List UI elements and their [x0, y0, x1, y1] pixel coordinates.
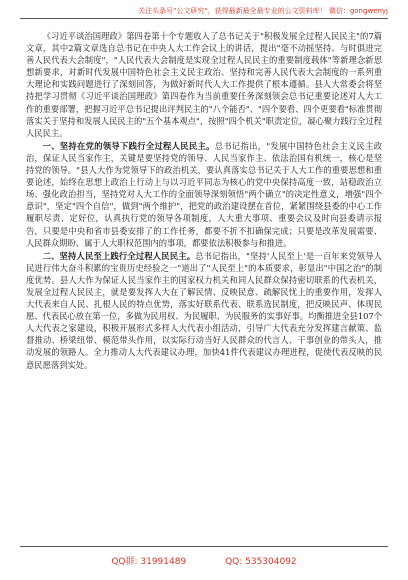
section-2-heading: 二、坚持人民至上践行全过程人民民主。	[42, 250, 196, 261]
section-2-body: 总书记指出，"坚持'人民至上'是一百年来党领导人民进行伟大奋斗积累的宝贵历史经验之一"道出了"人民至上"的本质要求，彰显出"中国之治"的制度优势。县人大作为保证人民当家作主的国家权力机关和同人民群众保持密切联系的代表机关，发展全过程人民民主，就是要发挥人大在了解民情、反映民意、疏解民忧上的重要作用，发挥人大代表来自人民、扎根人民的特点优势，落实好联系代表、联系选民制度，把反映民声、体现民愿、代表民心放在第一位，多做为民用权、为民履职、为民服务的实事好事。均衡推进全县107个人大代表之家建设，积极开展形式多样人大代表小组活动，引导广大代表充分发挥建言献策、监督推动、桥梁纽带、模范带头作用，以实际行动当好人民群众的代言人、干事创业的带头人，推动发展的领路人。全力推动人大代表建议办理，加快41件代表建议办理进程，促使代表反映的民意民愿落到实处。	[26, 250, 383, 370]
page-footer	[0, 554, 408, 567]
intro-paragraph: 《习近平谈治国理政》第四卷第十个专题收入了总书记关于"积极发展全过程人民民主"的7篇文章，其中2篇文章选自总书记在中央人大工作会议上的讲话，提出"毫不动摇坚持、与时俱进完善人民代表大会制度"，"人民代表大会制度是实现全过程人民民主的重要制度载体"等新理念新思想新要求，对新时代发展中国特色社会主义民主政治、坚持和完善人民代表大会制度的一系列重大理论和实践问题进行了深刻回答，为做好新时代人大工作提供了根本遵循。县人大常委会将坚持把学习贯彻《习近平谈治国理政》第四卷作为当前重要任务深刻领会总书记重要论述对人大工作的重要部署，把握习近平总书记提出评判民主的"八个能否"、"四个要看、四个更要看"标准贯彻落实关于坚持和发展人民民主的"五个基本观点"，按照"四个机关"职责定位，凝心聚力践行全过程人民民主。	[26, 31, 382, 138]
page-header: 关注头条号"公文研究"，获得最新最全最专业的公文资料库！ 微信：gongwenyj	[138, 7, 388, 15]
footer-divider	[20, 546, 388, 547]
section-2-paragraph	[26, 250, 382, 371]
document-body	[26, 30, 382, 372]
footer-qq: QQ: 535304092	[225, 557, 297, 567]
section-1-paragraph	[26, 140, 382, 249]
footer-qq-group: QQ群: 31991489	[111, 557, 187, 567]
section-1-heading: 一、坚持在党的领导下践行全过程人民民主。	[42, 140, 215, 151]
section-1-body: 总书记指出，"发展中国特色社会主义民主政治，保证人民当家作主，关键是要坚持党的领导、人民当家作主、依法治国有机统一，核心是坚持党的领导。"县人大作为党领导下的政治机关，要认真落实总书记关于人大工作的重要思想和重要论述，始终在思想上政治上行动上与以习近平同志为核心的党中央保持高度一致，站稳政治立场、强化政治担当，坚持党对人大工作的全面领导深刻领悟"两个确立"的决定性意义，增强"四个意识"，坚定"四个自信"，做到"两个维护"，把党的政治建设摆在首位，紧紧围绕县委的中心工作履职尽责、定好位，认真执行党的领导各项制度，人大重大事项、重要会议及时向县委请示报告，只要是中央和省市县委安排了的工作任务，都要不折不扣确保完成；只要是改革发展需要、人民群众期盼、属于人大职权范围内的事项，都要依法积极参与和推进。	[26, 140, 382, 248]
header-divider	[20, 18, 388, 19]
